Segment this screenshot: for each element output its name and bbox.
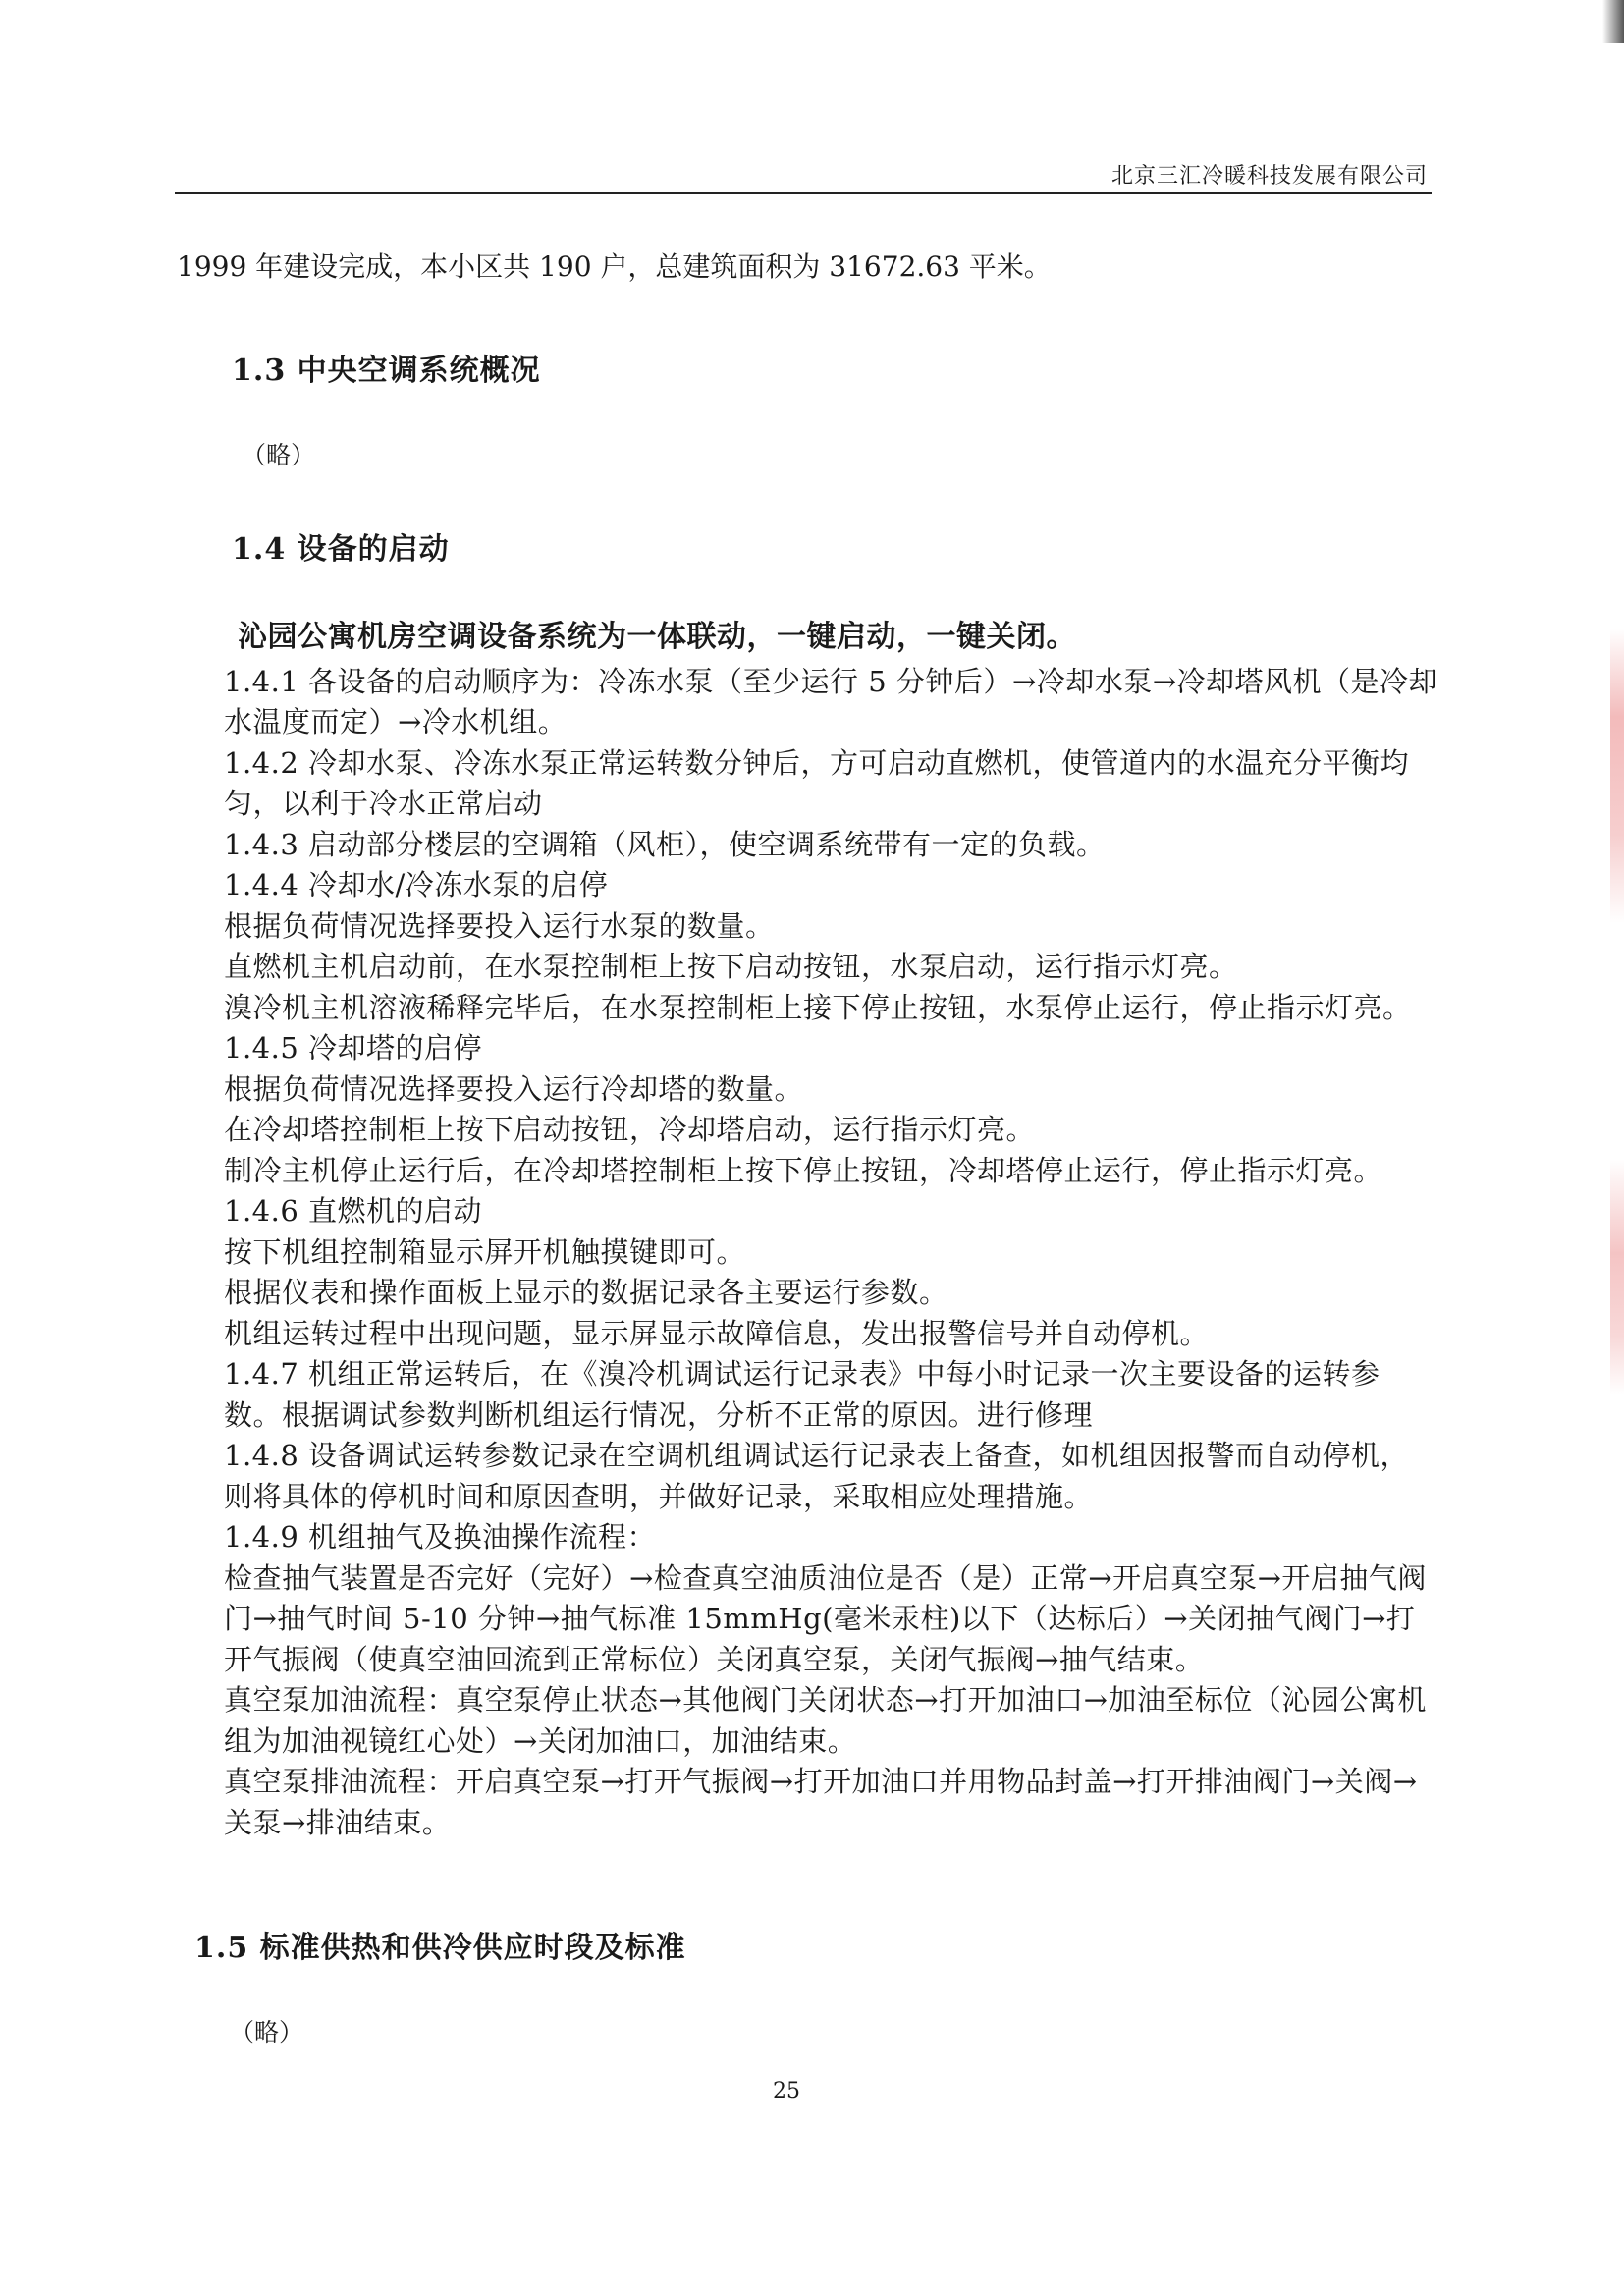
body-line: 根据仪表和操作面板上显示的数据记录各主要运行参数。 xyxy=(224,1276,948,1309)
section-1-4-body xyxy=(224,617,1437,1843)
body-line: 制冷主机停止运行后，在冷却塔控制柜上按下停止按钮，冷却塔停止运行，停止指示灯亮。 xyxy=(224,1153,1383,1187)
body-line: 按下机组控制箱显示屏开机触摸键即可。 xyxy=(224,1234,746,1269)
section-heading-1-3: 1.3 中央空调系统概况 xyxy=(232,354,541,388)
step-1-4-9-title: 1.4.9 机组抽气及换油操作流程： xyxy=(224,1520,657,1554)
body-line: 机组运转过程中出现问题，显示屏显示故障信息，发出报警信号并自动停机。 xyxy=(224,1316,1210,1350)
body-line: 直燃机主机启动前，在水泵控制柜上按下启动按钮，水泵启动，运行指示灯亮。 xyxy=(224,950,1238,983)
body-line: 根据负荷情况选择要投入运行冷却塔的数量。 xyxy=(224,1071,804,1106)
body-line: 在冷却塔控制柜上按下启动按钮，冷却塔启动，运行指示灯亮。 xyxy=(224,1113,1036,1146)
section-heading-1-4: 1.4 设备的启动 xyxy=(232,532,450,567)
seal-stamp-fragment xyxy=(1610,629,1624,923)
step-1-4-5-title: 1.4.5 冷却塔的启停 xyxy=(224,1031,483,1065)
section-1-3-omitted-note: （略） xyxy=(242,441,316,469)
step-1-4-3: 1.4.3 启动部分楼层的空调箱（风柜），使空调系统带有一定的负载。 xyxy=(224,827,1106,861)
body-line: 检查抽气装置是否完好（完好）→检查真空油质油位是否（是）正常→开启真空泵→开启抽气阀门→抽气时间 5-10 分钟→抽气标准 15mmHg(毫米汞柱)以下（达标后）→关闭抽气阀门→打开气振阀（使真空油回流到正常标位）关闭真空泵，关闭气振阀→抽气结束。 xyxy=(224,1560,1427,1676)
section-heading-1-5: 1.5 标准供热和供冷供应时段及标准 xyxy=(194,1931,686,1965)
step-1-4-4-title: 1.4.4 冷却水/冷冻水泵的启停 xyxy=(224,868,609,902)
step-1-4-6-title: 1.4.6 直燃机的启动 xyxy=(224,1194,483,1228)
section-1-5-omitted-note: （略） xyxy=(230,2018,304,2047)
step-1-4-7: 1.4.7 机组正常运转后，在《溴冷机调试运行记录表》中每小时记录一次主要设备的运转参数。根据调试参数判断机组运行情况，分析不正常的原因。进行修理 xyxy=(224,1357,1380,1432)
body-line: 溴冷机主机溶液稀释完毕后，在水泵控制柜上接下停止按钮，水泵停止运行，停止指示灯亮。 xyxy=(224,990,1412,1024)
body-line: 真空泵加油流程：真空泵停止状态→其他阀门关闭状态→打开加油口→加油至标位（沁园公寓机组为加油视镜红心处）→关闭加油口，加油结束。 xyxy=(224,1683,1427,1758)
step-1-4-2: 1.4.2 冷却水泵、冷冻水泵正常运转数分钟后，方可启动直燃机，使管道内的水温充分平衡均匀，以利于冷水正常启动 xyxy=(224,745,1410,820)
scan-edge-shadow xyxy=(1602,0,1624,43)
page-number: 25 xyxy=(773,2079,800,2104)
body-line: 根据负荷情况选择要投入运行水泵的数量。 xyxy=(224,908,775,943)
body-line: 真空泵排油流程：开启真空泵→打开气振阀→打开加油口并用物品封盖→打开排油阀门→关阀→关泵→排油结束。 xyxy=(224,1765,1418,1839)
seal-stamp-fragment xyxy=(1610,1159,1624,1394)
header-company-name: 北京三汇冷暖科技发展有限公司 xyxy=(1110,164,1428,189)
intro-paragraph: 1999 年建设完成，本小区共 190 户，总建筑面积为 31672.63 平米。 xyxy=(177,250,1052,283)
step-1-4-8: 1.4.8 设备调试运转参数记录在空调机组调试运行记录表上备查，如机组因报警而自动停机，则将具体的停机时间和原因查明，并做好记录，采取相应处理措施。 xyxy=(224,1439,1410,1513)
section-1-4-lead: 沁园公寓机房空调设备系统为一体联动，一键启动，一键关闭。 xyxy=(238,620,1076,654)
step-1-4-1: 1.4.1 各设备的启动顺序为：冷冻水泵（至少运行 5 分钟后）→冷却水泵→冷却塔风机（是冷却水温度而定）→冷水机组。 xyxy=(224,664,1437,738)
header-divider xyxy=(175,192,1432,194)
